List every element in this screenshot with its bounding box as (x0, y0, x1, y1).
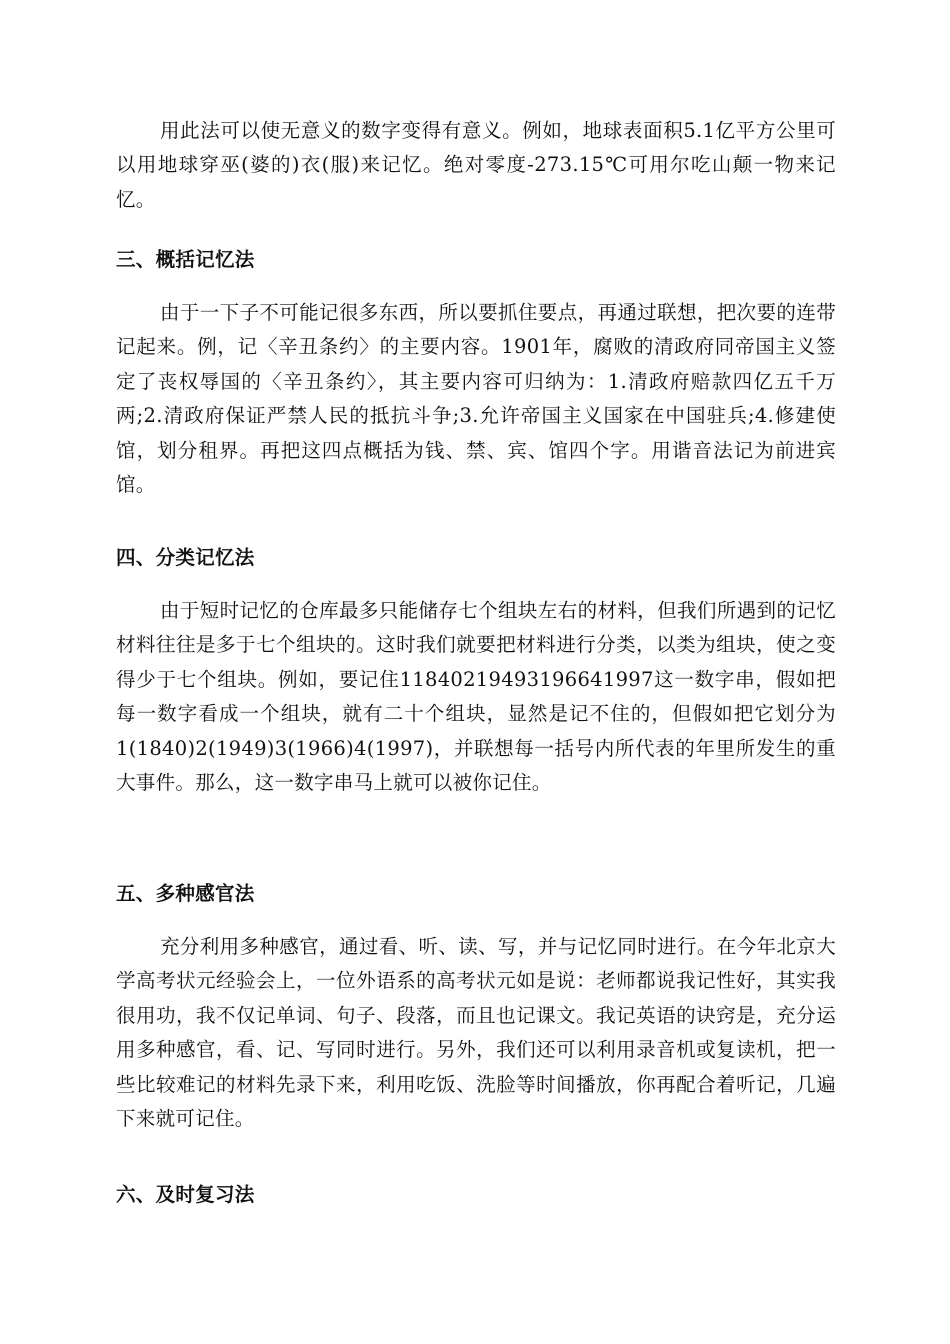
paragraph-classification-memory: 由于短时记忆的仓库最多只能储存七个组块左右的材料，但我们所遇到的记忆材料往往是多于七个组块的。这时我们就要把材料进行分类，以类为组块，使之变得少于七个组块。例如，要记住11840219493196641997这一数字串，假如把每一数字看成一个组块，就有二十个组块，显然是记不住的，但假如把它划分为1(1840)2(1949)3(1966)4(1997)，并联想每一括号内所代表的年里所发生的重大事件。那么，这一数字串马上就可以被你记住。 (116, 599, 836, 795)
heading-timely-review: 六、及时复习法 (116, 1183, 255, 1206)
heading-summary-memory: 三、概括记忆法 (116, 248, 255, 271)
paragraph-summary-memory: 由于一下子不可能记很多东西，所以要抓住要点，再通过联想，把次要的连带记起来。例，记〈辛丑条约〉的主要内容。1901年，腐败的清政府同帝国主义签定了丧权辱国的〈辛丑条约〉，其主要内容可归纳为：1.清政府赔款四亿五千万两;2.清政府保证严禁人民的抵抗斗争;3.允许帝国主义国家在中国驻兵;4.修建使馆，划分租界。再把这四点概括为钱、禁、宾、馆四个字。用谐音法记为前进宾馆。 (116, 301, 836, 497)
paragraph-number-meaning: 用此法可以使无意义的数字变得有意义。例如，地球表面积5.1亿平方公里可以用地球穿巫(婆的)衣(服)来记忆。绝对零度-273.15℃可用尔吃山颠一物来记忆。 (116, 119, 836, 211)
paragraph-multisensory-memory: 充分利用多种感官，通过看、听、读、写，并与记忆同时进行。在今年北京大学高考状元经验会上，一位外语系的高考状元如是说：老师都说我记性好，其实我很用功，我不仅记单词、句子、段落，而且也记课文。我记英语的诀窍是，充分运用多种感官，看、记、写同时进行。另外，我们还可以利用录音机或复读机，把一些比较难记的材料先录下来，利用吃饭、洗脸等时间播放，你再配合着听记，几遍下来就可记住。 (116, 935, 836, 1131)
heading-classification-memory: 四、分类记忆法 (116, 546, 255, 569)
heading-multisensory-memory: 五、多种感官法 (116, 882, 255, 905)
